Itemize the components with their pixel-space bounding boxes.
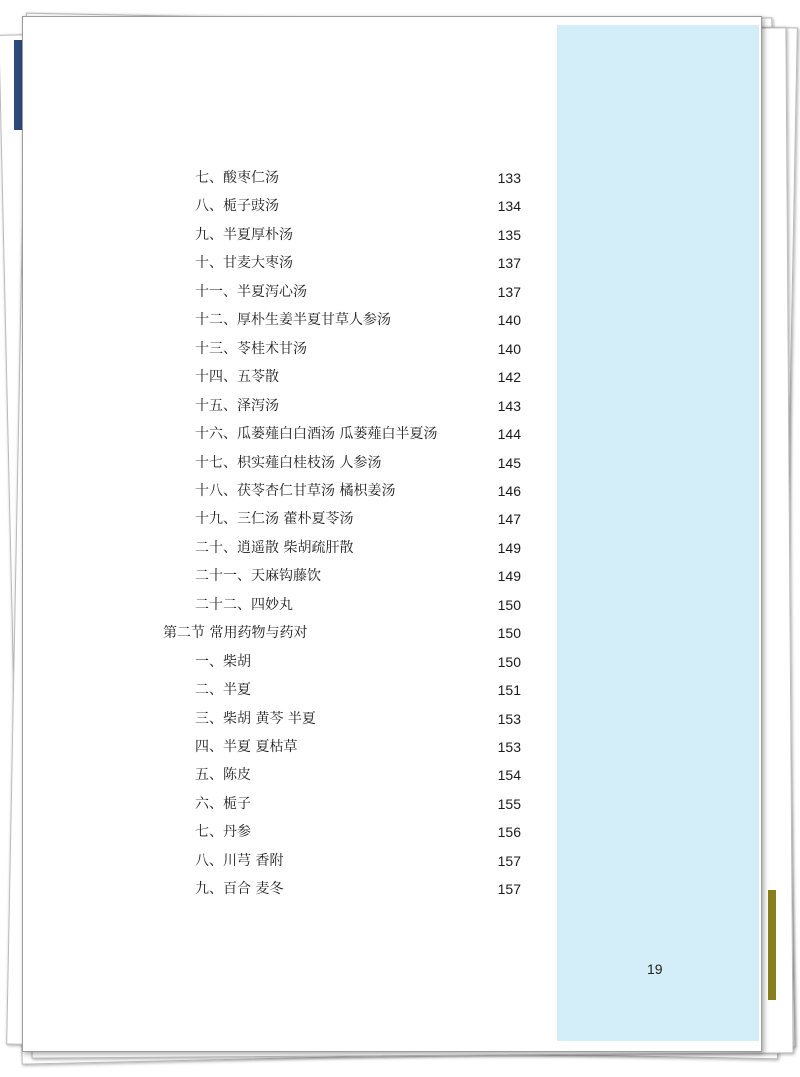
side-panel [557, 25, 759, 1041]
toc-entry-page: 135 [497, 227, 521, 243]
toc-entry-page: 155 [497, 796, 521, 812]
toc-entry-page: 147 [497, 511, 521, 527]
toc-entry-title[interactable]: 十六、瓜蒌薤白白酒汤 瓜蒌薤白半夏汤 [195, 426, 438, 442]
toc-entry-page: 134 [497, 198, 521, 214]
toc-entry-title[interactable]: 十三、苓桂术甘汤 [195, 341, 307, 357]
toc-entry-page: 137 [497, 255, 521, 271]
toc-entry-page: 157 [497, 881, 521, 897]
toc-entry-title[interactable]: 二十一、天麻钩藤饮 [195, 568, 321, 584]
toc-entry-title[interactable]: 十九、三仁汤 藿朴夏苓汤 [195, 511, 354, 527]
toc-entry-page: 150 [497, 654, 521, 670]
toc-entry-page: 140 [497, 341, 521, 357]
toc-entry-title[interactable]: 八、栀子豉汤 [195, 198, 279, 214]
toc-entry-page: 133 [497, 170, 521, 186]
toc-entry-title[interactable]: 十五、泽泻汤 [195, 398, 279, 414]
toc-entry-title[interactable]: 六、栀子 [195, 796, 251, 812]
toc-entry-title[interactable]: 二十、逍遥散 柴胡疏肝散 [195, 540, 354, 556]
toc-entry-page: 142 [497, 369, 521, 385]
toc-entry-page: 157 [497, 853, 521, 869]
toc-entry-page: 144 [497, 426, 521, 442]
toc-entry-title[interactable]: 七、酸枣仁汤 [195, 170, 279, 186]
toc-entry-page: 145 [497, 455, 521, 471]
toc-entry-title[interactable]: 二、半夏 [195, 682, 251, 698]
toc-entry-page: 150 [497, 625, 521, 641]
toc-entry-page: 149 [497, 540, 521, 556]
toc-entry-title[interactable]: 十、甘麦大枣汤 [195, 255, 293, 271]
toc-entry-title[interactable]: 第二节 常用药物与药对 [163, 625, 308, 641]
toc-entry-title[interactable]: 九、百合 麦冬 [195, 881, 284, 897]
toc-entry-title[interactable]: 十七、枳实薤白桂枝汤 人参汤 [195, 455, 382, 471]
toc-entry-page: 146 [497, 483, 521, 499]
toc-entry-title[interactable]: 十八、茯苓杏仁甘草汤 橘枳姜汤 [195, 483, 396, 499]
toc-entry-title[interactable]: 四、半夏 夏枯草 [195, 739, 298, 755]
toc-entry-title[interactable]: 九、半夏厚朴汤 [195, 227, 293, 243]
toc-entry-page: 149 [497, 568, 521, 584]
toc-entry-title[interactable]: 八、川芎 香附 [195, 853, 284, 869]
toc-entry-page: 137 [497, 284, 521, 300]
toc-entry-title[interactable]: 一、柴胡 [195, 654, 251, 670]
toc-entry-page: 153 [497, 711, 521, 727]
toc-entry-title[interactable]: 十四、五苓散 [195, 369, 279, 385]
toc-page [22, 16, 762, 1052]
toc-entry-page: 140 [497, 312, 521, 328]
toc-entry-page: 153 [497, 739, 521, 755]
toc-entry-page: 143 [497, 398, 521, 414]
toc-entry-page: 156 [497, 824, 521, 840]
toc-entry-title[interactable]: 三、柴胡 黄芩 半夏 [195, 711, 316, 727]
cover-edge [14, 40, 22, 130]
toc-entry-title[interactable]: 二十二、四妙丸 [195, 597, 293, 613]
toc-entry-page: 150 [497, 597, 521, 613]
page-number: 19 [647, 961, 663, 977]
toc-entry-title[interactable]: 七、丹参 [195, 824, 251, 840]
toc-entry-page: 154 [497, 767, 521, 783]
toc-entry-page: 151 [497, 682, 521, 698]
toc-entry-title[interactable]: 十二、厚朴生姜半夏甘草人参汤 [195, 312, 391, 328]
cover-edge [768, 890, 776, 1000]
toc-entry-title[interactable]: 五、陈皮 [195, 767, 251, 783]
toc-entry-title[interactable]: 十一、半夏泻心汤 [195, 284, 307, 300]
